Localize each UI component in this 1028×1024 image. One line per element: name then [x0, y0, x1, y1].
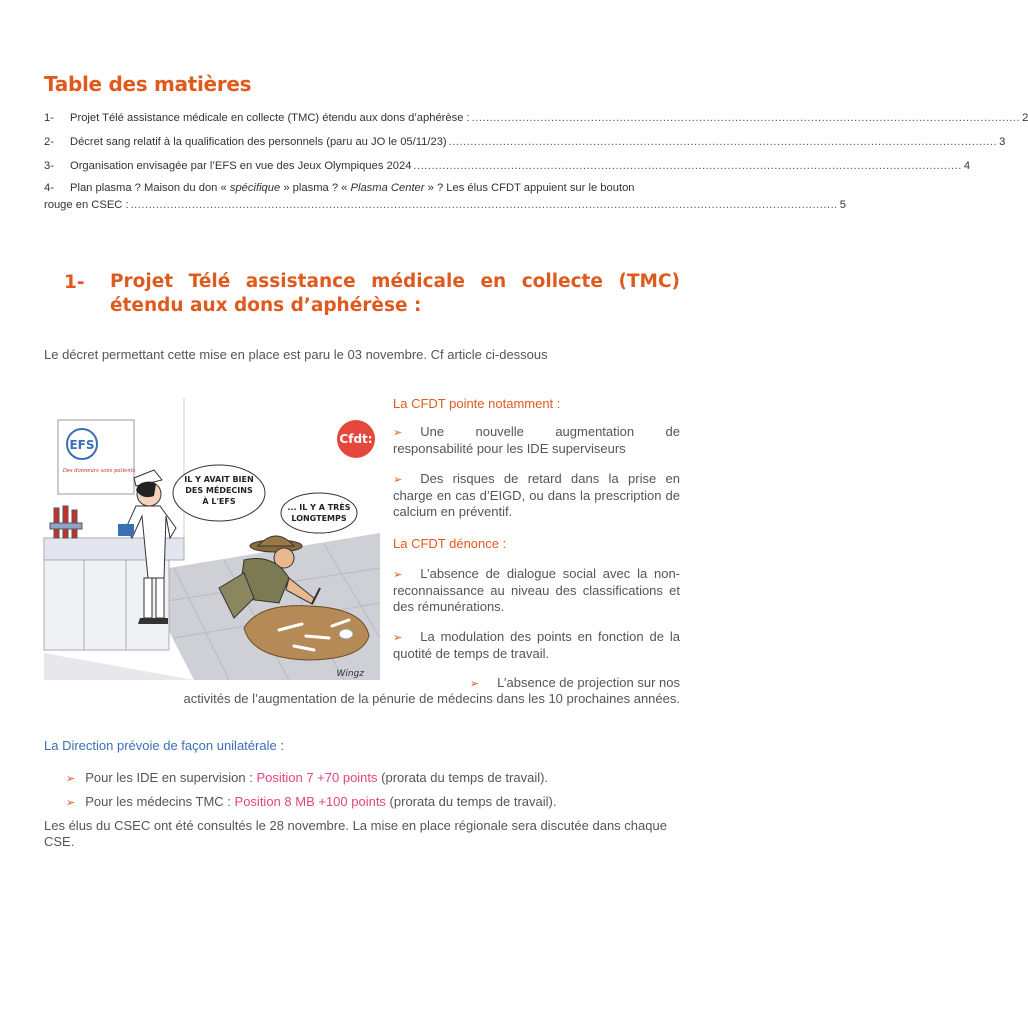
toc-text: Organisation envisagée par l’EFS en vue des Jeux Olympiques 2024 — [70, 160, 412, 172]
item-text: Pour les médecins TMC : — [85, 794, 235, 809]
cartoon-signature: Wingz — [336, 669, 364, 679]
toc-page: 3 — [999, 136, 1006, 148]
cfdt-denonce-item-1 — [393, 566, 680, 615]
poster-tagline: Des donneurs sans patients — [62, 468, 136, 474]
toc-entry-1[interactable] — [44, 100, 1028, 124]
direction-item-2 — [66, 794, 556, 809]
section-title-line1: Projet Télé assistance médicale en collecte (TMC) — [110, 271, 680, 292]
closing-paragraph: Les élus du CSEC ont été consultés le 28 novembre. La mise en place régionale sera discutée dans chaque CSE. — [44, 818, 667, 849]
toc-page: 2 — [1022, 112, 1028, 124]
toc-text: Plan plasma ? Maison du don « — [70, 182, 230, 194]
cfdt-pointe-item-1 — [393, 424, 680, 457]
toc-entry-3[interactable] — [44, 148, 971, 172]
arrow-bullet-icon: ➢ — [393, 427, 403, 439]
toc-page: 4 — [963, 160, 971, 172]
toc-title: Table des matières — [44, 72, 252, 96]
cfdt-logo-badge: Cfdt: — [337, 420, 375, 458]
direction-heading-colon: : — [276, 738, 284, 753]
item-highlight: Position 8 MB +100 points — [234, 794, 386, 809]
intro-paragraph: Le décret permettant cette mise en place est paru le 03 novembre. Cf article ci-dessous — [44, 347, 548, 362]
item-text: (prorata du temps de travail). — [385, 794, 557, 809]
svg-text:IL Y AVAIT BIEN: IL Y AVAIT BIEN — [184, 475, 254, 484]
toc-text: Décret sang relatif à la qualification des personnels (paru au JO le 05/11/23) — [70, 136, 447, 148]
arrow-bullet-icon: ➢ — [393, 474, 403, 486]
cfdt-denonce-heading: La CFDT dénonce : — [393, 536, 507, 551]
toc-text-italic: spécifique — [229, 182, 281, 194]
toc-page: 5 — [839, 199, 847, 211]
section-title — [110, 270, 680, 318]
item-highlight: Position 7 +70 points — [256, 770, 378, 785]
direction-heading-text: La Direction prévoie de façon unilatérale — [44, 738, 277, 753]
cfdt-denonce-item-3-continued: activités de l’augmentation de la pénurie de médecins dans les 10 prochaines années. — [183, 691, 680, 706]
bullet-text: Une nouvelle augmentation de responsabilité pour les IDE superviseurs — [393, 424, 680, 456]
cfdt-pointe-heading: La CFDT pointe notamment : — [393, 396, 561, 411]
toc-number: 4- — [44, 182, 54, 194]
bullet-text: L’absence de dialogue social avec la non-reconnaissance au niveau des classifications et des rémunérations. — [393, 566, 680, 614]
toc-text-italic: Plasma Center — [350, 182, 425, 194]
direction-heading — [44, 738, 284, 754]
arrow-bullet-icon: ➢ — [66, 797, 76, 809]
table-of-contents — [44, 100, 1028, 214]
toc-text: rouge en CSEC : — [44, 199, 129, 211]
cfdt-pointe-item-2 — [393, 471, 680, 520]
toc-leader: ........................................................................................................................................................ — [471, 112, 1021, 124]
toc-number: 2- — [44, 136, 54, 148]
toc-entry-4[interactable] — [44, 180, 847, 214]
toc-text: » plasma ? « — [280, 182, 351, 194]
svg-text:À L'EFS: À L'EFS — [202, 497, 236, 506]
arrow-bullet-icon: ➢ — [393, 632, 403, 644]
cartoon-illustration — [44, 398, 380, 680]
bullet-text: L’absence de projection sur nos — [497, 675, 680, 690]
toc-text: Projet Télé assistance médicale en collecte (TMC) étendu aux dons d’aphérèse : — [70, 112, 470, 124]
arrow-bullet-icon: ➢ — [66, 773, 76, 785]
cfdt-denonce-item-2 — [393, 629, 680, 662]
toc-entry-2[interactable] — [44, 124, 1006, 148]
bullet-text: Des risques de retard dans la prise en charge en cas d’EIGD, ou dans la prescription de calcium en préventif. — [393, 471, 680, 519]
section-title-line2: étendu aux dons d’aphérèse : — [110, 295, 422, 316]
bullet-text: La modulation des points en fonction de la quotité de temps de travail. — [393, 629, 680, 661]
arrow-bullet-icon: ➢ — [469, 678, 480, 690]
toc-number: 1- — [44, 112, 54, 124]
svg-text:LONGTEMPS: LONGTEMPS — [291, 514, 347, 523]
cfdt-denonce-item-3 — [393, 675, 680, 692]
svg-text:... IL Y A TRÈS: ... IL Y A TRÈS — [287, 503, 351, 512]
toc-leader: ........................................................................................................................................................ — [448, 136, 998, 148]
toc-leader: .................................................................................................................................................................................................... — [130, 199, 838, 211]
toc-leader: ........................................................................................................................................................ — [413, 160, 962, 172]
toc-number: 3- — [44, 160, 54, 172]
item-text: (prorata du temps de travail). — [377, 770, 549, 785]
item-text: Pour les IDE en supervision : — [85, 770, 257, 785]
svg-text:DES MÉDECINS: DES MÉDECINS — [185, 486, 253, 495]
arrow-bullet-icon: ➢ — [393, 569, 403, 581]
poster-logo: EFS — [69, 438, 95, 452]
section-number: 1- — [64, 272, 85, 293]
direction-item-1 — [66, 770, 548, 785]
toc-text: » ? Les élus CFDT appuient sur le bouton — [424, 182, 635, 194]
